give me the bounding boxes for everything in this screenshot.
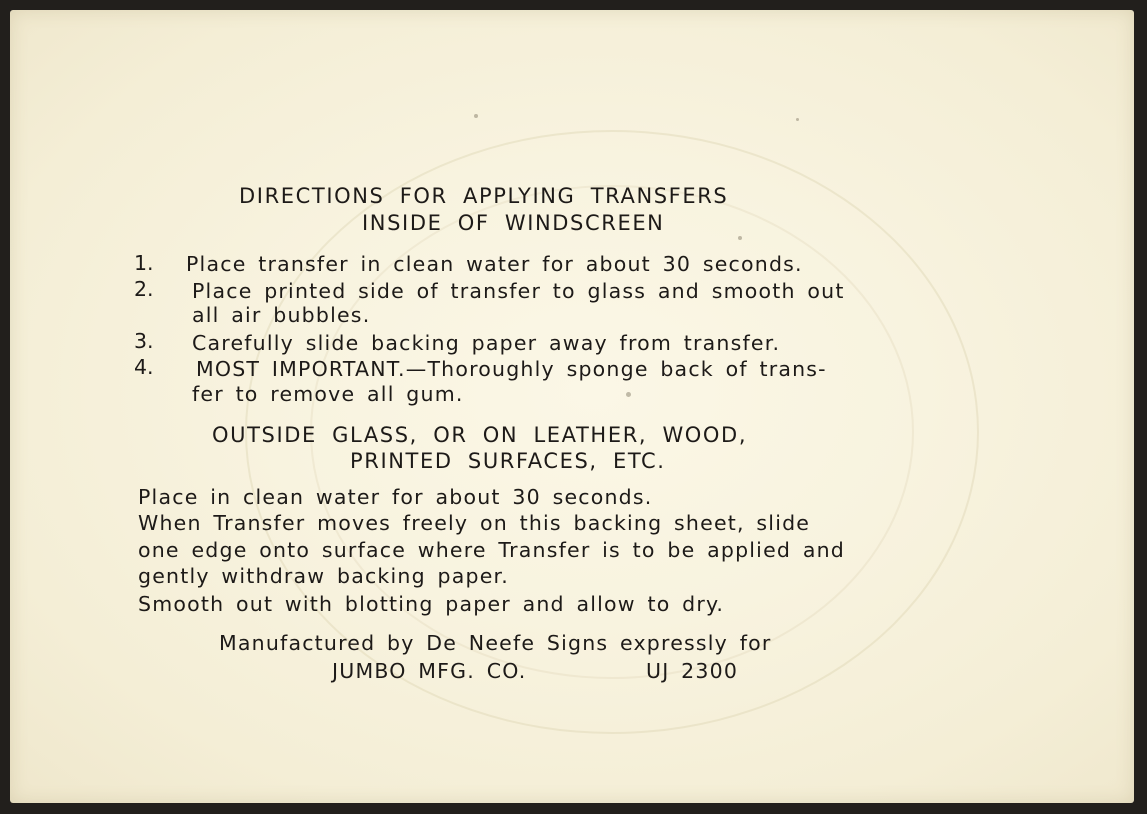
outside-instruction-line: gently withdraw backing paper. [138, 564, 509, 588]
manufacturer-line: Manufactured by De Neefe Signs expressly for [219, 631, 772, 655]
step-1-text: Place transfer in clean water for about 30 seconds. [186, 252, 803, 276]
ink-speck [738, 236, 742, 240]
transfer-backing-sheet [10, 10, 1134, 803]
heading-outside-line2: PRINTED SURFACES, ETC. [350, 449, 666, 473]
step-4-text: MOST IMPORTANT.—Thoroughly sponge back of trans- [196, 357, 827, 381]
step-1-number: 1. [134, 251, 154, 275]
outside-instruction-line: one edge onto surface where Transfer is to be applied and [138, 538, 845, 562]
step-4-text-cont: fer to remove all gum. [192, 382, 464, 406]
heading-outside-line1: OUTSIDE GLASS, OR ON LEATHER, WOOD, [212, 423, 748, 447]
step-3-number: 3. [134, 329, 154, 353]
outside-instruction-line: When Transfer moves freely on this backing sheet, slide [138, 511, 811, 535]
step-2-number: 2. [134, 277, 154, 301]
company-name: JUMBO MFG. CO. [332, 659, 527, 683]
ink-speck [796, 118, 799, 121]
step-4-number: 4. [134, 355, 154, 379]
outside-instruction-line: Smooth out with blotting paper and allow to dry. [138, 592, 725, 616]
ink-speck [626, 392, 631, 397]
heading-inside-line1: DIRECTIONS FOR APPLYING TRANSFERS [239, 184, 729, 208]
step-2-text-cont: all air bubbles. [192, 303, 371, 327]
heading-inside-line2: INSIDE OF WINDSCREEN [362, 211, 665, 235]
product-code: UJ 2300 [646, 659, 739, 683]
step-3-text: Carefully slide backing paper away from transfer. [192, 331, 781, 355]
step-2-text: Place printed side of transfer to glass and smooth out [192, 279, 845, 303]
ink-speck [474, 114, 478, 118]
outside-instruction-line: Place in clean water for about 30 seconds. [138, 485, 653, 509]
